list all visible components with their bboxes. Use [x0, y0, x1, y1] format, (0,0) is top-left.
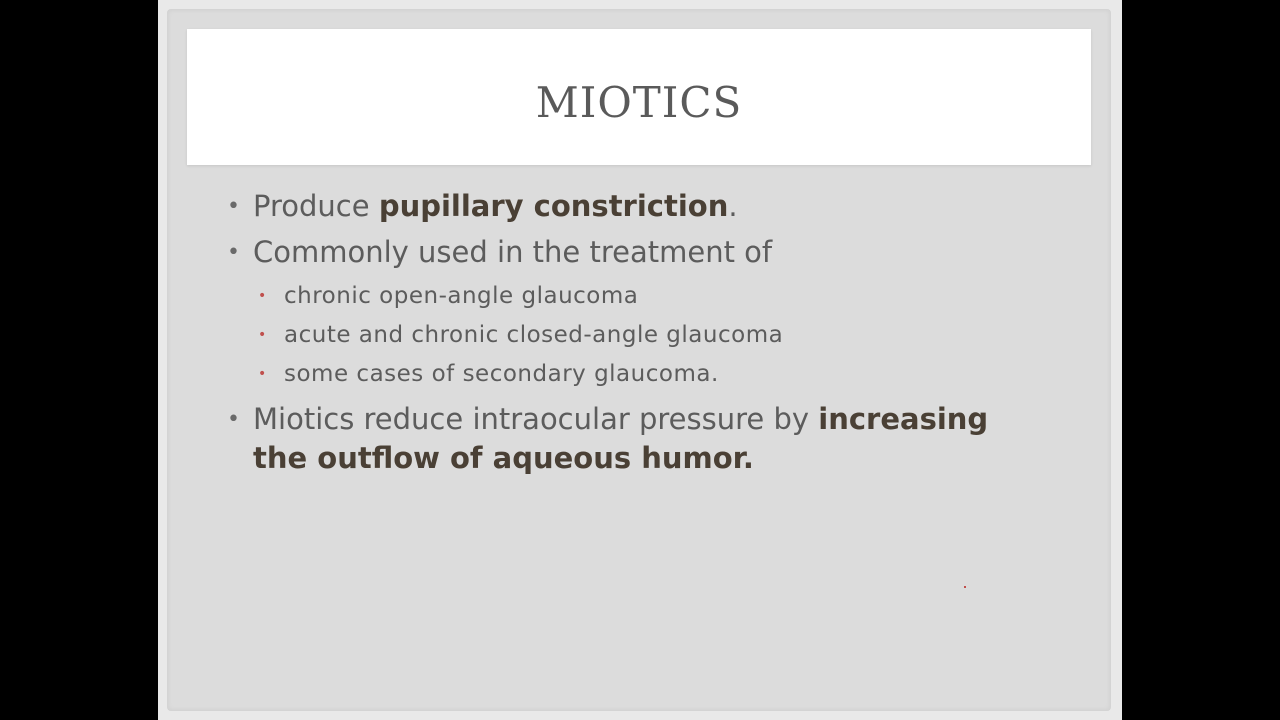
- bullet-2: [227, 233, 1047, 272]
- slide-title: MIOTICS: [535, 77, 743, 127]
- bullet-3-pre: Miotics reduce intraocular pressure by: [253, 402, 819, 436]
- sub-bullet-3: [227, 355, 1047, 394]
- bullet-dot: •: [227, 194, 240, 219]
- slide: [167, 9, 1111, 711]
- sub-bullet-dot: •: [258, 366, 267, 382]
- bullet-1: [227, 187, 1047, 226]
- sub-bullet-2: [227, 316, 1047, 355]
- sub-bullet-3-text: some cases of secondary glaucoma.: [284, 361, 719, 387]
- laser-pointer-dot: [964, 586, 966, 588]
- sub-bullet-list: [227, 277, 1047, 394]
- slide-content: [227, 187, 1047, 485]
- bullet-3: [227, 400, 1047, 478]
- sub-bullet-1-text: chronic open-angle glaucoma: [284, 283, 639, 309]
- slide-frame: [158, 0, 1122, 720]
- sub-bullet-dot: •: [258, 288, 267, 304]
- bullet-2-text: Commonly used in the treatment of: [253, 235, 773, 269]
- bullet-1-bold: pupillary constriction: [378, 189, 729, 223]
- bullet-1-post: .: [728, 189, 738, 223]
- title-box: [187, 29, 1091, 165]
- sub-bullet-2-text: acute and chronic closed-angle glaucoma: [284, 322, 784, 348]
- sub-bullet-1: [227, 277, 1047, 316]
- sub-bullet-dot: •: [258, 327, 267, 343]
- bullet-3-bold: increasing the outflow of aqueous humor.: [253, 402, 989, 475]
- bullet-dot: •: [227, 407, 240, 432]
- bullet-1-pre: Produce: [253, 189, 379, 223]
- bullet-dot: •: [227, 240, 240, 265]
